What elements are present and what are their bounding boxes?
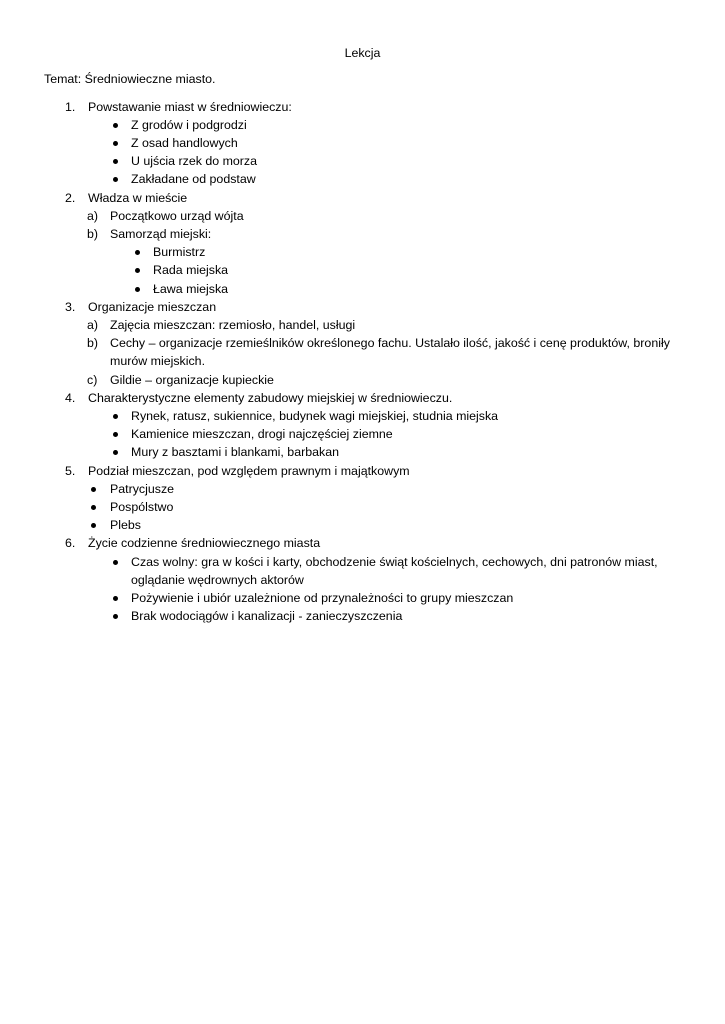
- list-item-text: Brak wodociągów i kanalizacji - zanieczyszczenia: [131, 609, 403, 624]
- bullet-icon: [113, 123, 118, 128]
- item-letter: b): [87, 226, 99, 241]
- list-item: [0, 443, 725, 461]
- bullet-icon: [113, 414, 118, 419]
- list-item: [0, 480, 725, 498]
- list-item-text: Kamienice mieszczan, drogi najczęściej ziemne: [131, 427, 393, 442]
- bullet-icon: [113, 614, 118, 619]
- bullet-icon: [113, 159, 118, 164]
- lettered-item-continuation: [0, 352, 725, 370]
- section-heading-text: Życie codzienne średniowiecznego miasta: [88, 536, 321, 551]
- list-item-text: Rynek, ratusz, sukiennice, budynek wagi miejskiej, studnia miejska: [131, 408, 499, 423]
- list-item-text: Pospólstwo: [110, 499, 174, 514]
- bullet-icon: [113, 560, 118, 565]
- section-2-heading: [0, 189, 725, 207]
- list-item-text: Pożywienie i ubiór uzależnione od przynależności to grupy mieszczan: [131, 590, 514, 605]
- lettered-item: [0, 316, 725, 334]
- list-item: [0, 425, 725, 443]
- section-number: 4.: [65, 390, 76, 405]
- section-heading-text: Organizacje mieszczan: [88, 299, 217, 314]
- section-heading-text: Charakterystyczne elementy zabudowy miejskiej w średniowieczu.: [88, 390, 453, 405]
- list-item: [0, 407, 725, 425]
- section-6-heading: [0, 534, 725, 552]
- list-item-text: Mury z basztami i blankami, barbakan: [131, 445, 339, 460]
- bullet-icon: [113, 596, 118, 601]
- section-heading-text: Podział mieszczan, pod względem prawnym i majątkowym: [88, 463, 410, 478]
- lettered-item: [0, 225, 725, 243]
- section-number: 6.: [65, 536, 76, 551]
- section-heading-text: Władza w mieście: [88, 190, 188, 205]
- list-item: [0, 170, 725, 188]
- list-item: [0, 152, 725, 170]
- item-letter: a): [87, 317, 99, 332]
- bullet-icon: [135, 287, 140, 292]
- bullet-icon: [91, 487, 96, 492]
- bullet-icon: [135, 250, 140, 255]
- lettered-item-text: Gildie – organizacje kupieckie: [110, 372, 274, 387]
- section-number: 5.: [65, 463, 76, 478]
- bullet-icon: [113, 450, 118, 455]
- lettered-item: [0, 371, 725, 389]
- section-3-heading: [0, 298, 725, 316]
- lettered-item-text: murów miejskich.: [110, 354, 206, 369]
- list-item: [0, 498, 725, 516]
- list-item-text: Czas wolny: gra w kości i karty, obchodzenie świąt kościelnych, cechowych, dni patronów miast,: [131, 554, 658, 569]
- list-item-text: Rada miejska: [153, 263, 229, 278]
- list-item: [0, 134, 725, 152]
- lettered-item: [0, 334, 725, 352]
- section-1-heading: [0, 98, 725, 116]
- item-letter: a): [87, 208, 99, 223]
- bullet-icon: [91, 523, 96, 528]
- lettered-item-text: Samorząd miejski:: [110, 226, 212, 241]
- list-item-text: Zakładane od podstaw: [131, 172, 256, 187]
- list-item-text: Z osad handlowych: [131, 135, 238, 150]
- document-title: Lekcja: [344, 46, 381, 60]
- list-item-continuation: [0, 571, 725, 589]
- lettered-item-text: Zajęcia mieszczan: rzemiosło, handel, usługi: [110, 317, 356, 332]
- list-item: [0, 589, 725, 607]
- lettered-item: [0, 207, 725, 225]
- lesson-outline: [0, 98, 725, 626]
- section-4-heading: [0, 389, 725, 407]
- section-number: 1.: [65, 99, 76, 114]
- bullet-icon: [135, 268, 140, 273]
- list-item-text: Ława miejska: [153, 281, 229, 296]
- section-5-heading: [0, 462, 725, 480]
- bullet-icon: [113, 177, 118, 182]
- item-letter: b): [87, 336, 99, 351]
- section-number: 3.: [65, 299, 76, 314]
- list-item-text: Plebs: [110, 518, 141, 533]
- list-item-text: U ujścia rzek do morza: [131, 154, 258, 169]
- list-item-text: Burmistrz: [153, 245, 206, 260]
- list-item: [0, 553, 725, 571]
- list-item-text: Patrycjusze: [110, 481, 175, 496]
- list-item: [0, 243, 725, 261]
- list-item: [0, 516, 725, 534]
- bullet-icon: [113, 141, 118, 146]
- section-heading-text: Powstawanie miast w średniowieczu:: [88, 99, 292, 114]
- item-letter: c): [87, 372, 98, 387]
- list-item-text: Z grodów i podgrodzi: [131, 117, 247, 132]
- list-item: [0, 116, 725, 134]
- list-item: [0, 607, 725, 625]
- section-number: 2.: [65, 190, 76, 205]
- list-item-text: oglądanie wędrownych aktorów: [131, 572, 304, 587]
- lettered-item-text: Cechy – organizacje rzemieślników określonego fachu. Ustalało ilość, jakość i cenę produktów, broniły: [110, 336, 670, 351]
- bullet-icon: [91, 505, 96, 510]
- list-item: [0, 280, 725, 298]
- bullet-icon: [113, 432, 118, 437]
- lesson-topic: Temat: Średniowieczne miasto.: [44, 72, 216, 86]
- lettered-item-text: Początkowo urząd wójta: [110, 208, 244, 223]
- list-item: [0, 261, 725, 279]
